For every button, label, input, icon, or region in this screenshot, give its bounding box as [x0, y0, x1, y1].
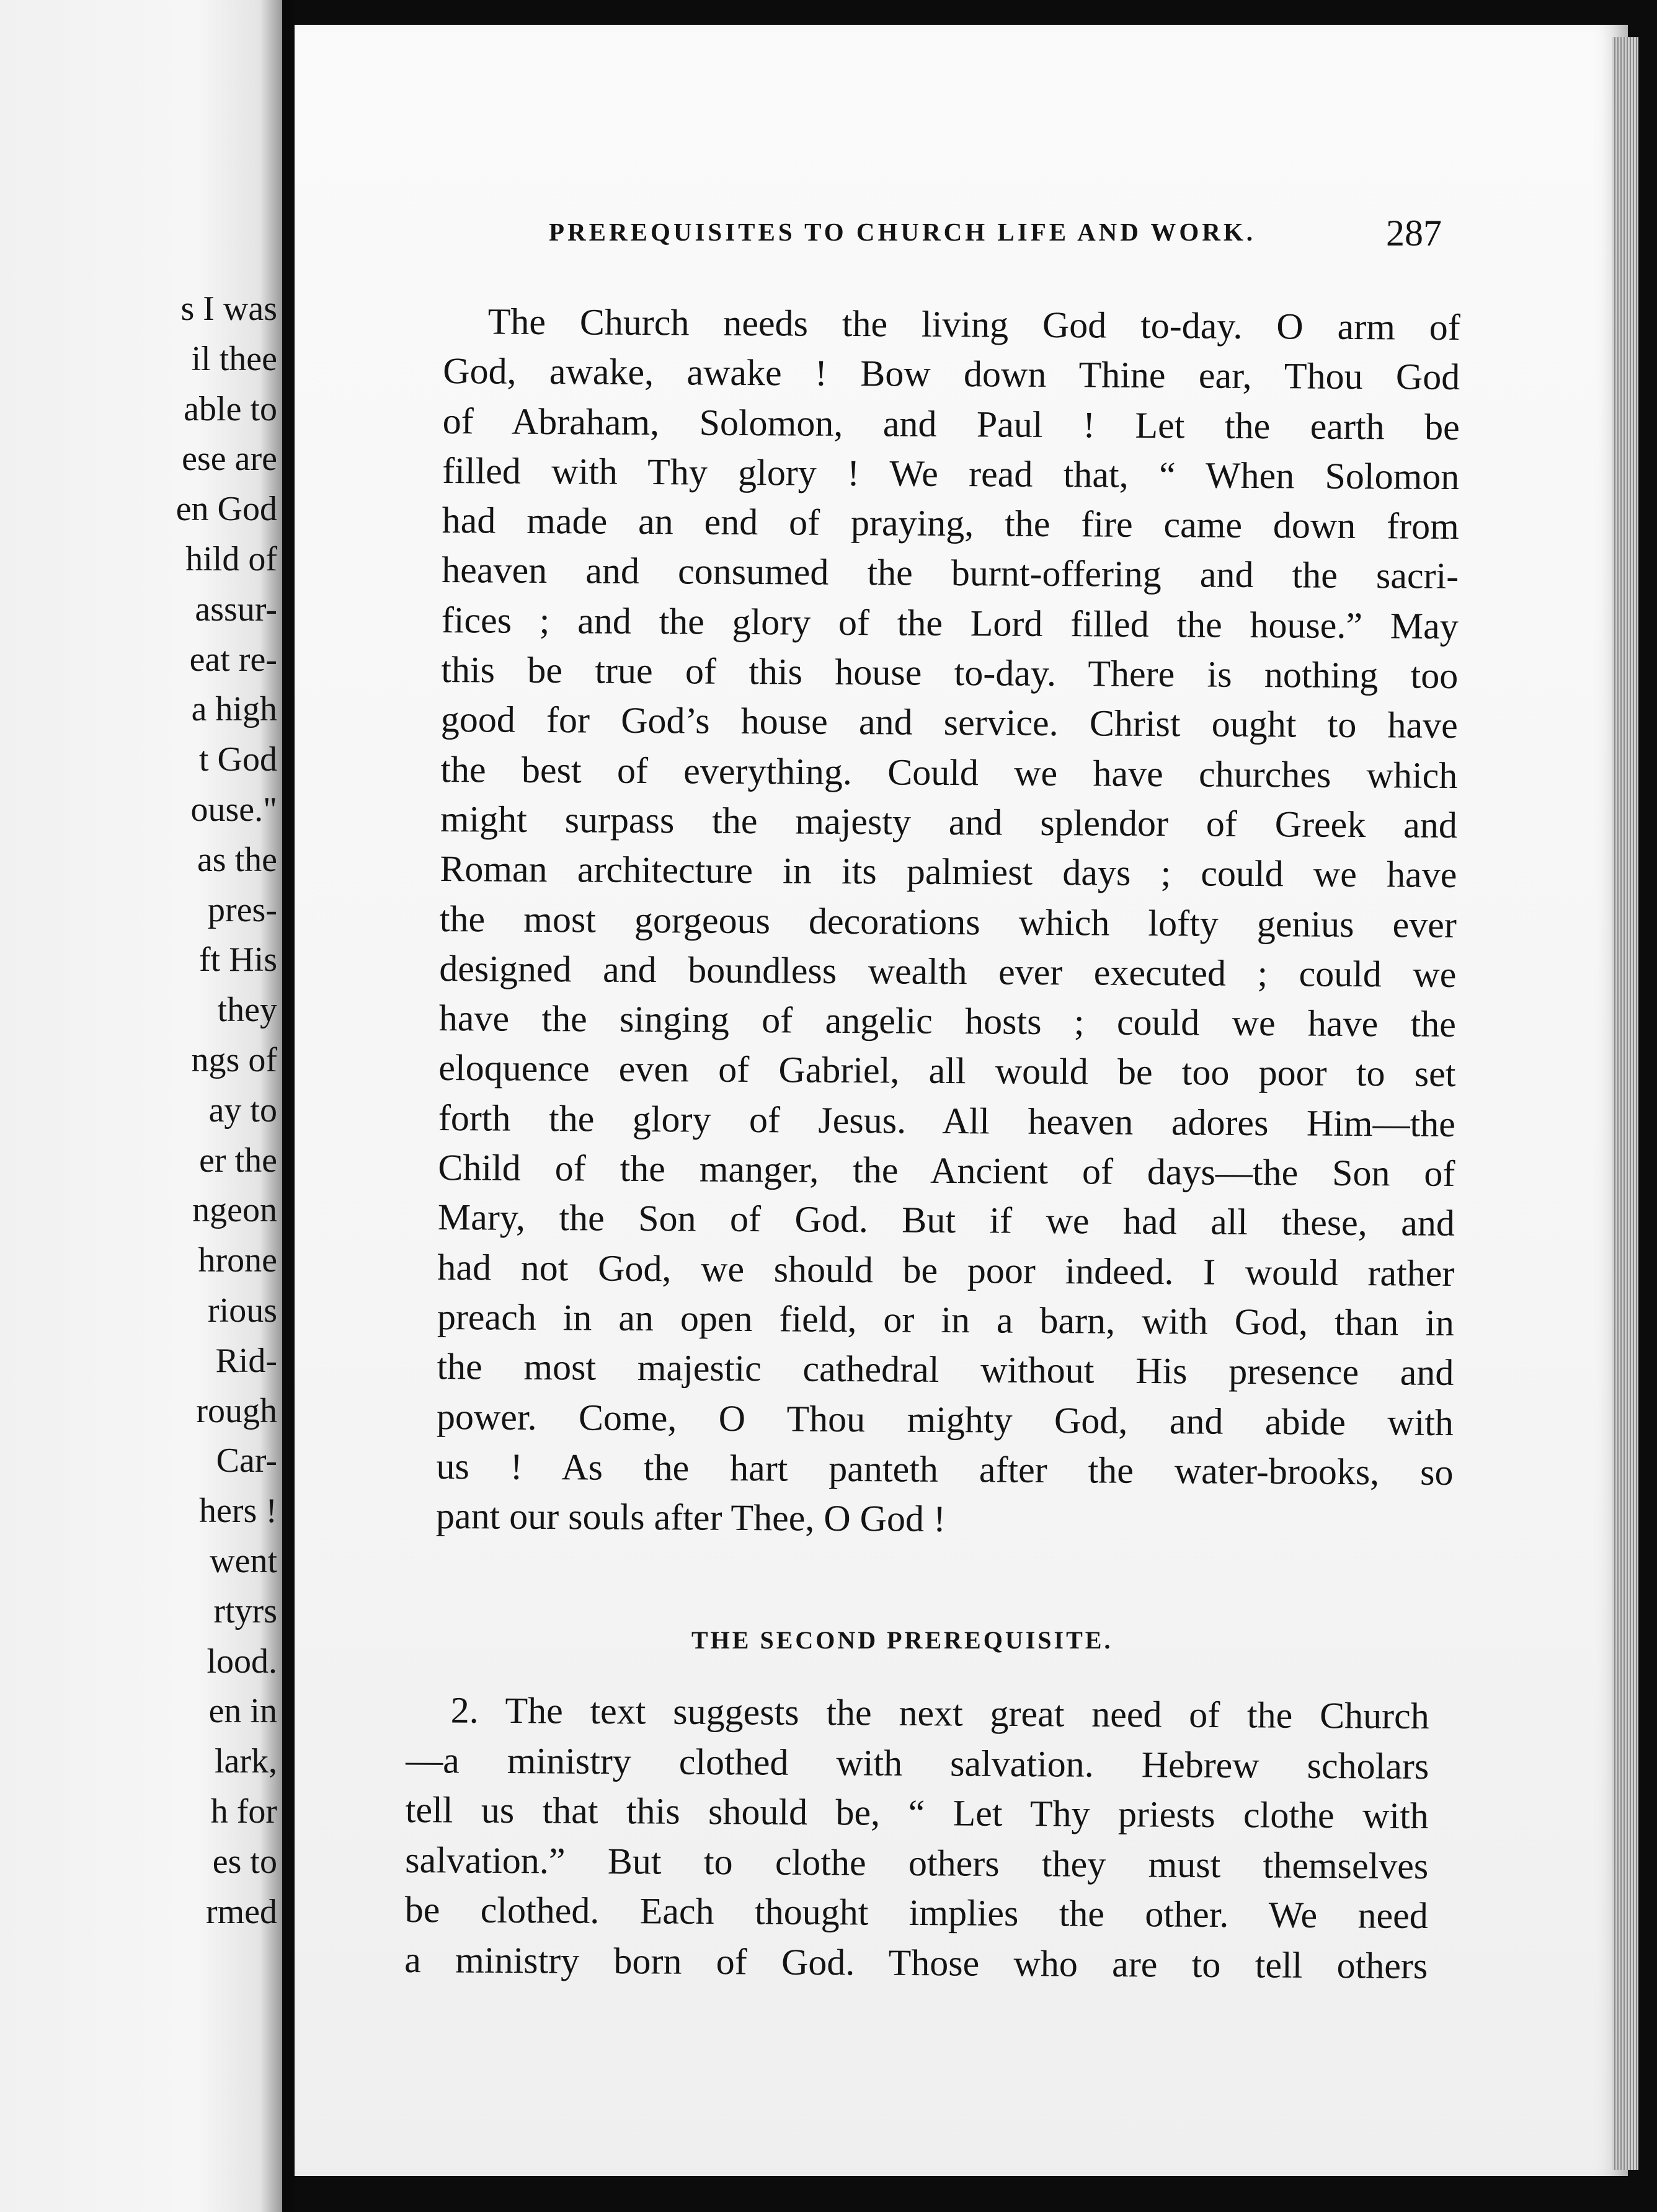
text-line: fices ; and the glory of the Lord filled the house.” May — [441, 599, 1459, 647]
left-fragment-line: lark, — [214, 1742, 277, 1781]
text-line: God, awake, awake ! Bow down Thine ear, Thou God — [443, 350, 1460, 398]
text-line: Roman architecture in its palmiest days ; could we have — [440, 848, 1457, 896]
left-fragment-line: rough — [196, 1391, 277, 1430]
text-line: 2. The text suggests the next great need of the Church — [450, 1689, 1429, 1737]
left-fragment-line: il thee — [191, 339, 277, 378]
left-fragment-line: pres- — [208, 890, 277, 929]
left-fragment-line: as the — [197, 840, 277, 879]
left-fragment-line: Car- — [216, 1441, 277, 1480]
text-line: be clothed. Each thought implies the other. We need — [404, 1888, 1428, 1937]
text-line: designed and boundless wealth ever executed ; could we — [439, 947, 1457, 995]
left-fragment-line: h for — [210, 1792, 277, 1831]
left-fragment-line: ese are — [182, 440, 277, 479]
text-line: of Abraham, Solomon, and Paul ! Let the earth be — [442, 400, 1460, 448]
text-line: tell us that this should be, “ Let Thy priests clothe with — [405, 1789, 1429, 1837]
left-fragment-line: hild of — [185, 539, 277, 578]
text-line: the best of everything. Could we have churches which — [440, 748, 1458, 796]
left-fragment-line: hrone — [198, 1241, 277, 1280]
left-fragment-line: er the — [199, 1141, 277, 1180]
left-fragment-line: ngeon — [192, 1191, 277, 1230]
text-line: have the singing of angelic hosts ; could we have the — [438, 998, 1457, 1045]
text-line: good for God’s house and service. Christ ought to have — [440, 699, 1459, 746]
left-fragment-line: en God — [175, 490, 277, 529]
text-line: this be true of this house to-day. There is nothing too — [441, 649, 1459, 697]
text-line: us ! As the hart panteth after the water-brooks, so — [436, 1445, 1454, 1493]
text-line: a ministry born of God. Those who are to tell others — [404, 1939, 1428, 1986]
left-fragment-line: rious — [208, 1291, 277, 1330]
text-line: forth the glory of Jesus. All heaven adores Him—the — [438, 1097, 1456, 1144]
text-line: Child of the manger, the Ancient of days—the Son of — [438, 1147, 1455, 1195]
left-fragment-line: en in — [208, 1692, 277, 1731]
book-gutter — [282, 0, 295, 2212]
left-fragment-line: lood. — [207, 1642, 277, 1681]
text-line: had not God, we should be poor indeed. I would rather — [437, 1246, 1455, 1294]
text-line: eloquence even of Gabriel, all would be too poor to set — [438, 1047, 1456, 1095]
text-line: pant our souls after Thee, O God ! — [435, 1495, 946, 1540]
left-fragment-line: Rid- — [215, 1341, 277, 1380]
left-fragment-line: went — [210, 1541, 277, 1580]
page-edges — [1612, 37, 1638, 2170]
text-line: salvation.” But to clothe others they must themselves — [405, 1839, 1429, 1887]
text-line: power. Come, O Thou mighty God, and abide with — [436, 1396, 1454, 1443]
running-head — [549, 213, 1442, 260]
left-fragment-line: rtyrs — [213, 1591, 277, 1630]
text-line: preach in an open field, or in a barn, with God, than in — [437, 1296, 1455, 1343]
left-facing-page — [0, 0, 282, 2212]
paragraph-2 — [404, 1685, 1429, 1991]
text-line: Mary, the Son of God. But if we had all these, and — [437, 1197, 1455, 1244]
left-fragment-line: eat re- — [189, 640, 277, 679]
left-fragment-line: ay to — [208, 1091, 277, 1130]
left-fragment-line: ft His — [199, 940, 277, 980]
left-fragment-line: hers ! — [199, 1492, 277, 1531]
text-line: the most gorgeous decorations which lofty genius ever — [439, 898, 1457, 945]
left-fragment-line: rmed — [205, 1892, 277, 1931]
text-line: The Church needs the living God to-day. O arm of — [487, 301, 1460, 348]
text-line: heaven and consumed the burnt-offering and the sacri- — [442, 549, 1459, 597]
left-page-text-fragments — [176, 284, 282, 1937]
left-fragment-line: ngs of — [191, 1040, 277, 1079]
running-title: PREREQUISITES TO CHURCH LIFE AND WORK. — [549, 218, 1256, 246]
text-line: the most majestic cathedral without His presence and — [437, 1346, 1454, 1394]
page-number: 287 — [1386, 213, 1442, 254]
text-line: had made an end of praying, the fire came down from — [442, 500, 1459, 547]
left-fragment-line: assur- — [195, 590, 277, 629]
section-heading: THE SECOND PREREQUISITE. — [691, 1626, 1113, 1654]
left-fragment-line: es to — [212, 1842, 277, 1881]
text-line: —a ministry clothed with salvation. Hebrew scholars — [406, 1739, 1429, 1787]
paragraph-1 — [436, 296, 1460, 1547]
left-fragment-line: a high — [191, 690, 277, 729]
left-fragment-line: s I was — [180, 290, 277, 328]
left-fragment-line: ouse." — [190, 790, 277, 829]
left-fragment-line: they — [217, 991, 277, 1030]
left-fragment-line: able to — [184, 389, 277, 428]
left-fragment-line: t God — [199, 740, 277, 779]
text-line: might surpass the majesty and splendor of Greek and — [440, 798, 1458, 846]
text-line: filled with Thy glory ! We read that, “ When Solomon — [442, 449, 1460, 497]
